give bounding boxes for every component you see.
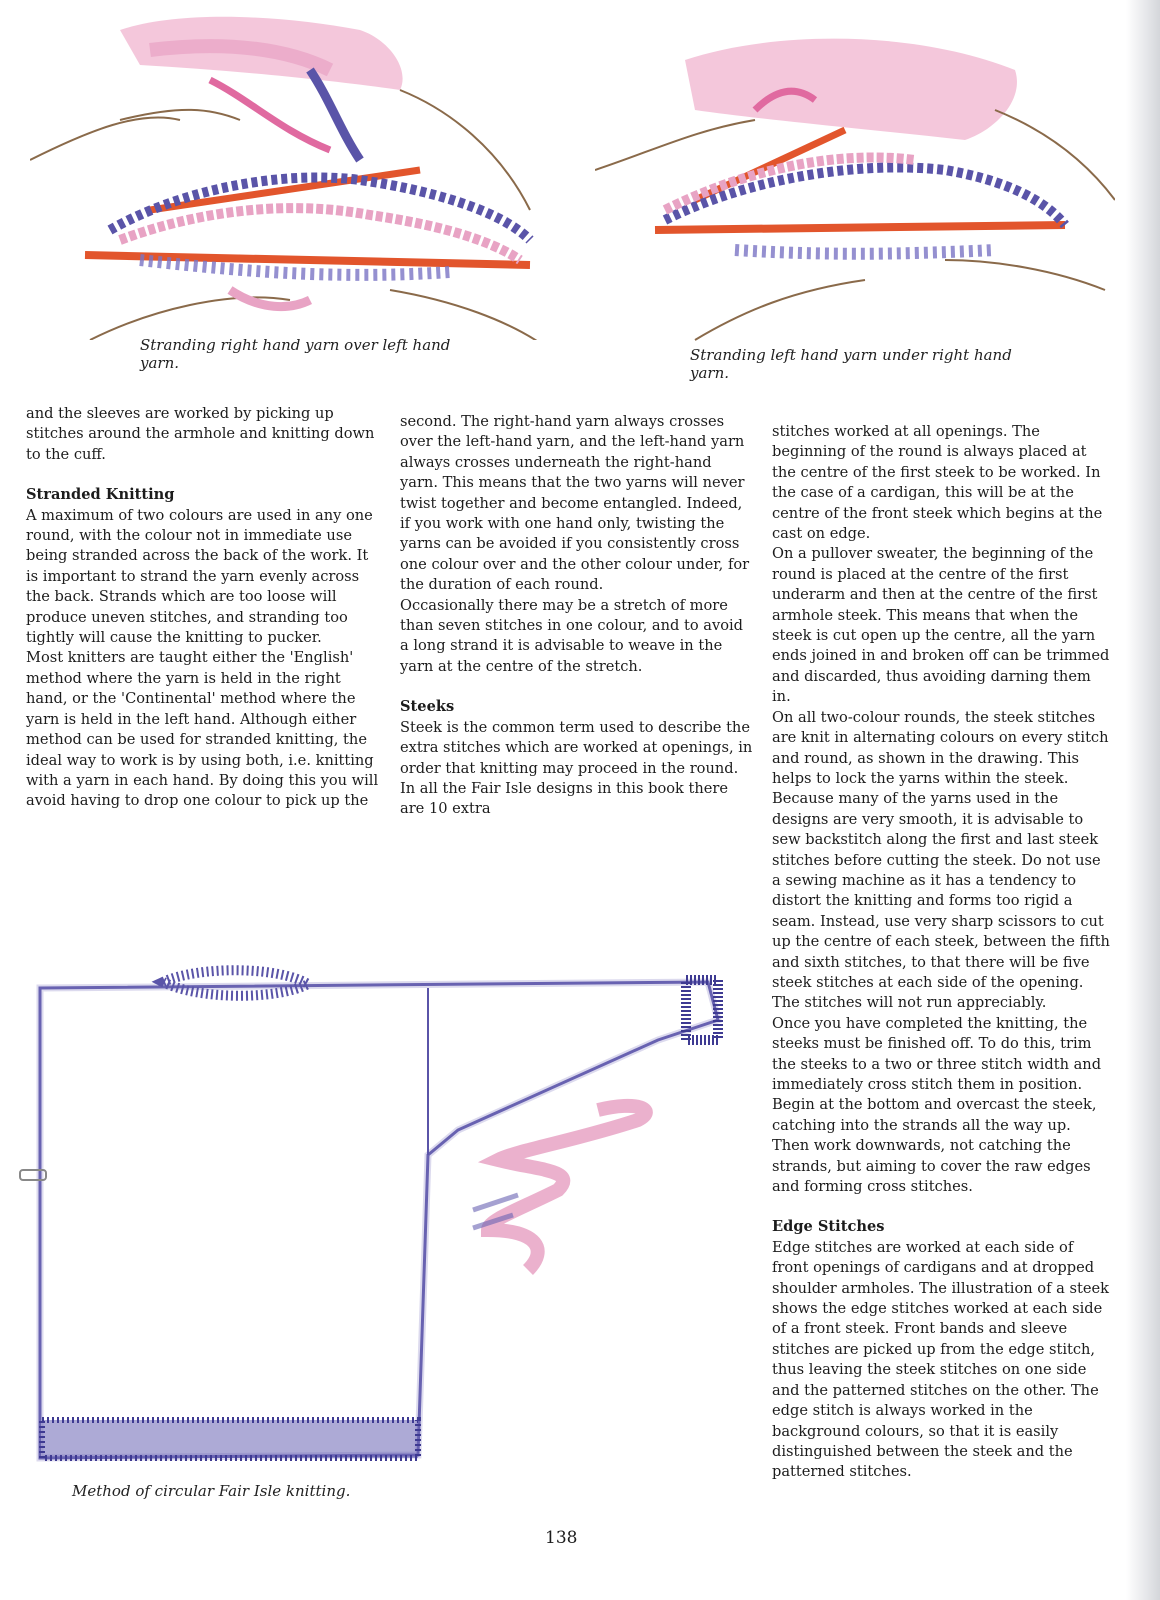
text-column-1 xyxy=(26,404,380,812)
text-column-2 xyxy=(400,412,754,820)
paragraph: second. The right-hand yarn always crosses over the left-hand yarn, and the left-hand yarn always crosses underneath the right-hand yarn. This means that the two yarns will never twist together and become entangled. Indeed, if you work with one hand only, twisting the yarns can be avoided if you consistently cross one colour over and the other colour under, for the duration of each round. xyxy=(400,413,750,594)
paragraph: Occasionally there may be a stretch of more than seven stitches in one colour, and to avoid a long strand it is advisable to weave in the yarn at the centre of the stretch. xyxy=(400,596,744,675)
illustration-right-over-left xyxy=(30,10,560,340)
paragraph: On a pullover sweater, the beginning of the round is placed at the centre of the first underarm and then at the centre of the first armhole steek. This means that when the steek is cut open up the centre, all the yarn ends joined in and broken off can be trimmed and discarded, thus avoiding darning them in. xyxy=(772,545,1110,706)
paragraph: Once you have completed the knitting, the steeks must be finished off. To do this, trim the steeks to a two or three stitch width and immediately cross stitch them in position. Begin at the bottom and overcast the steek, catching into the strands all the way up. Then work downwards, not catching the strands, but aiming to cover the raw edges and forming cross stitches. xyxy=(772,1014,1102,1196)
illustration-left-under-right xyxy=(595,20,1115,350)
section-heading-stranded-knitting: Stranded Knitting xyxy=(26,486,175,504)
paragraph: On all two-colour rounds, the steek stitches are knit in alternating colours on every stitch and round, as shown in the drawing. This helps to lock the yarns within the steek. Because many of the yarns used in the designs are very smooth, it is advisable to sew backstitch along the first and last steek stitches before cutting the steek. Do not use a sewing machine as it has a tendency to distort the knitting and forms too rigid a seam. Instead, use very sharp scissors to cut up the centre of each steek, between the fifth and sixth stitches, to that there will be five steek stitches at each side of the opening. The stitches will not run appreciably. xyxy=(772,708,1110,1012)
page-number: 138 xyxy=(545,1528,578,1548)
paragraph: Steek is the common term used to describe the extra stitches which are worked at openings, in order that knitting may proceed in the round. In all the Fair Isle designs in this book there are 10 extra xyxy=(400,718,753,818)
paragraph: Most knitters are taught either the 'English' method where the yarn is held in the right hand, or the 'Continental' method where the yarn is held in the left hand. Although either method can be used for stranded knitting, the ideal way to work is by using both, i.e. knitting with a yarn in each hand. By doing this you will avoid having to drop one colour to pick up the xyxy=(26,649,379,810)
caption-bottom-left: Method of circular Fair Isle knitting. xyxy=(72,1482,351,1500)
paragraph: and the sleeves are worked by picking up stitches around the armhole and knitting down to the cuff. xyxy=(26,405,375,463)
paragraph: A maximum of two colours are used in any one round, with the colour not in immediate use being stranded across the back of the work. It is important to strand the yarn evenly across the back. Strands which are too loose will produce uneven stitches, and stranding too tightly will cause the knitting to pucker. xyxy=(26,506,373,647)
paragraph: stitches worked at all openings. The beginning of the round is always placed at the centre of the first steek to be worked. In the case of a cardigan, this will be at the centre of the front steek which begins at the cast on edge. xyxy=(772,423,1103,543)
text-column-3 xyxy=(772,422,1112,1483)
section-heading-edge-stitches: Edge Stitches xyxy=(772,1218,885,1236)
caption-top-right: Stranding left hand yarn under right hand yarn. xyxy=(690,346,1012,382)
section-heading-steeks: Steeks xyxy=(400,698,455,716)
illustration-circular-fair-isle-sweater xyxy=(18,960,748,1480)
page-edge-shadow xyxy=(1126,0,1160,1600)
paragraph: Edge stitches are worked at each side of front openings of cardigans and at dropped shoulder armholes. The illustration of a steek shows the edge stitches worked at each side of a front steek. Front bands and sleeve stitches are picked up from the edge stitch, thus leaving the steek stitches on one side and the patterned stitches on the other. The edge stitch is always worked in the background colours, so that it is easily distinguished between the steek and the patterned stitches. xyxy=(772,1238,1109,1481)
caption-top-left: Stranding right hand yarn over left hand yarn. xyxy=(140,336,451,372)
